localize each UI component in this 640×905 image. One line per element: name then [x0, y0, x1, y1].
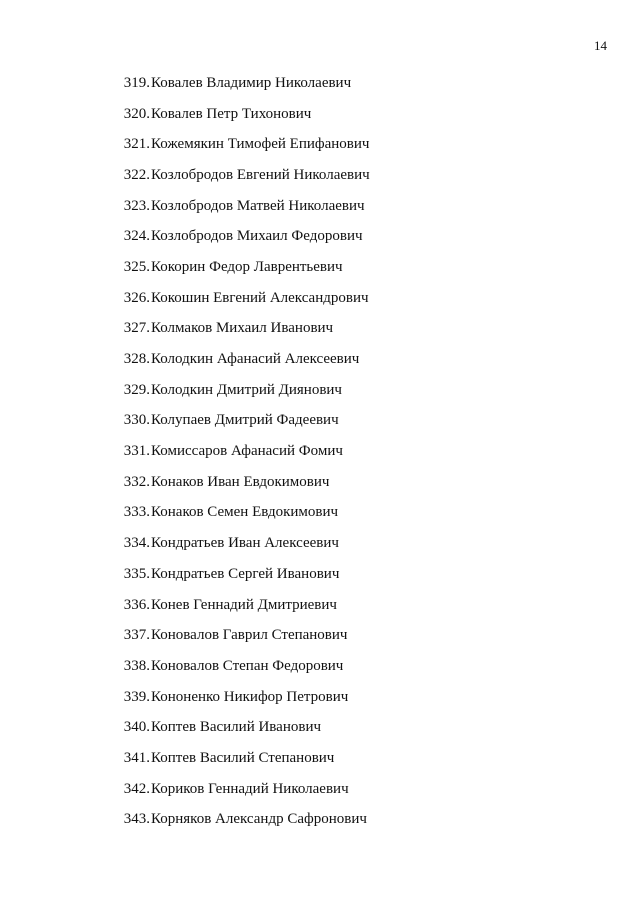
entry-name: Коптев Василий Иванович — [151, 719, 322, 736]
entry-name: Кокошин Евгений Александрович — [151, 289, 369, 306]
entry-name: Корняков Александр Сафронович — [151, 811, 367, 828]
list-item — [110, 99, 370, 130]
name-list — [110, 68, 370, 835]
list-item — [110, 68, 370, 99]
list-item — [110, 528, 370, 559]
list-item — [110, 774, 370, 805]
list-item — [110, 590, 370, 621]
entry-name: Козлобродов Матвей Николаевич — [151, 197, 365, 214]
entry-name: Кориков Геннадий Николаевич — [151, 780, 349, 797]
entry-number: 331. — [123, 443, 150, 460]
entry-number: 322. — [123, 166, 150, 183]
entry-number: 324. — [123, 228, 150, 245]
list-item — [110, 160, 370, 191]
entry-number: 327. — [123, 320, 150, 337]
entry-number: 342. — [123, 780, 150, 797]
entry-number: 338. — [123, 657, 150, 674]
entry-number: 320. — [123, 105, 150, 122]
entry-name: Кожемякин Тимофей Епифанович — [151, 136, 370, 153]
entry-number: 343. — [123, 811, 150, 828]
list-item — [110, 191, 370, 222]
list-item — [110, 314, 370, 345]
entry-number: 325. — [123, 258, 150, 275]
entry-name: Колодкин Дмитрий Диянович — [151, 381, 342, 398]
list-item — [110, 283, 370, 314]
list-item — [110, 467, 370, 498]
list-item — [110, 344, 370, 375]
entry-number: 319. — [123, 74, 150, 91]
list-item — [110, 221, 370, 252]
entry-name: Козлобродов Евгений Николаевич — [151, 166, 370, 183]
entry-name: Кононенко Никифор Петрович — [151, 688, 349, 705]
entry-number: 333. — [123, 504, 150, 521]
list-item — [110, 559, 370, 590]
list-item — [110, 252, 370, 283]
entry-number: 321. — [123, 136, 150, 153]
entry-number: 323. — [123, 197, 150, 214]
entry-name: Коптев Василий Степанович — [151, 749, 335, 766]
entry-name: Конев Геннадий Дмитриевич — [151, 596, 337, 613]
entry-number: 341. — [123, 749, 150, 766]
entry-number: 335. — [123, 565, 150, 582]
entry-name: Колупаев Дмитрий Фадеевич — [151, 412, 339, 429]
list-item — [110, 406, 370, 437]
entry-number: 326. — [123, 289, 150, 306]
entry-name: Коновалов Степан Федорович — [151, 657, 344, 674]
entry-name: Коновалов Гаврил Степанович — [151, 627, 348, 644]
list-item — [110, 436, 370, 467]
page-number: 14 — [594, 38, 607, 53]
entry-number: 340. — [123, 719, 150, 736]
entry-name: Козлобродов Михаил Федорович — [151, 228, 363, 245]
entry-name: Кондратьев Иван Алексеевич — [151, 535, 339, 552]
entry-number: 330. — [123, 412, 150, 429]
entry-name: Ковалев Петр Тихонович — [151, 105, 312, 122]
entry-name: Кондратьев Сергей Иванович — [151, 565, 340, 582]
list-item — [110, 712, 370, 743]
entry-name: Конаков Иван Евдокимович — [151, 473, 330, 490]
list-item — [110, 498, 370, 529]
list-item — [110, 620, 370, 651]
entry-name: Колодкин Афанасий Алексеевич — [151, 351, 360, 368]
list-item — [110, 805, 370, 836]
entry-number: 329. — [123, 381, 150, 398]
entry-name: Кокорин Федор Лаврентьевич — [151, 258, 343, 275]
list-item — [110, 743, 370, 774]
list-item — [110, 129, 370, 160]
entry-name: Конаков Семен Евдокимович — [151, 504, 339, 521]
entry-number: 332. — [123, 473, 150, 490]
entry-name: Ковалев Владимир Николаевич — [151, 74, 352, 91]
entry-number: 334. — [123, 535, 150, 552]
entry-number: 339. — [123, 688, 150, 705]
entry-number: 336. — [123, 596, 150, 613]
list-item — [110, 375, 370, 406]
entry-number: 337. — [123, 627, 150, 644]
entry-number: 328. — [123, 351, 150, 368]
entry-name: Комиссаров Афанасий Фомич — [151, 443, 343, 460]
list-item — [110, 682, 370, 713]
list-item — [110, 651, 370, 682]
entry-name: Колмаков Михаил Иванович — [151, 320, 334, 337]
